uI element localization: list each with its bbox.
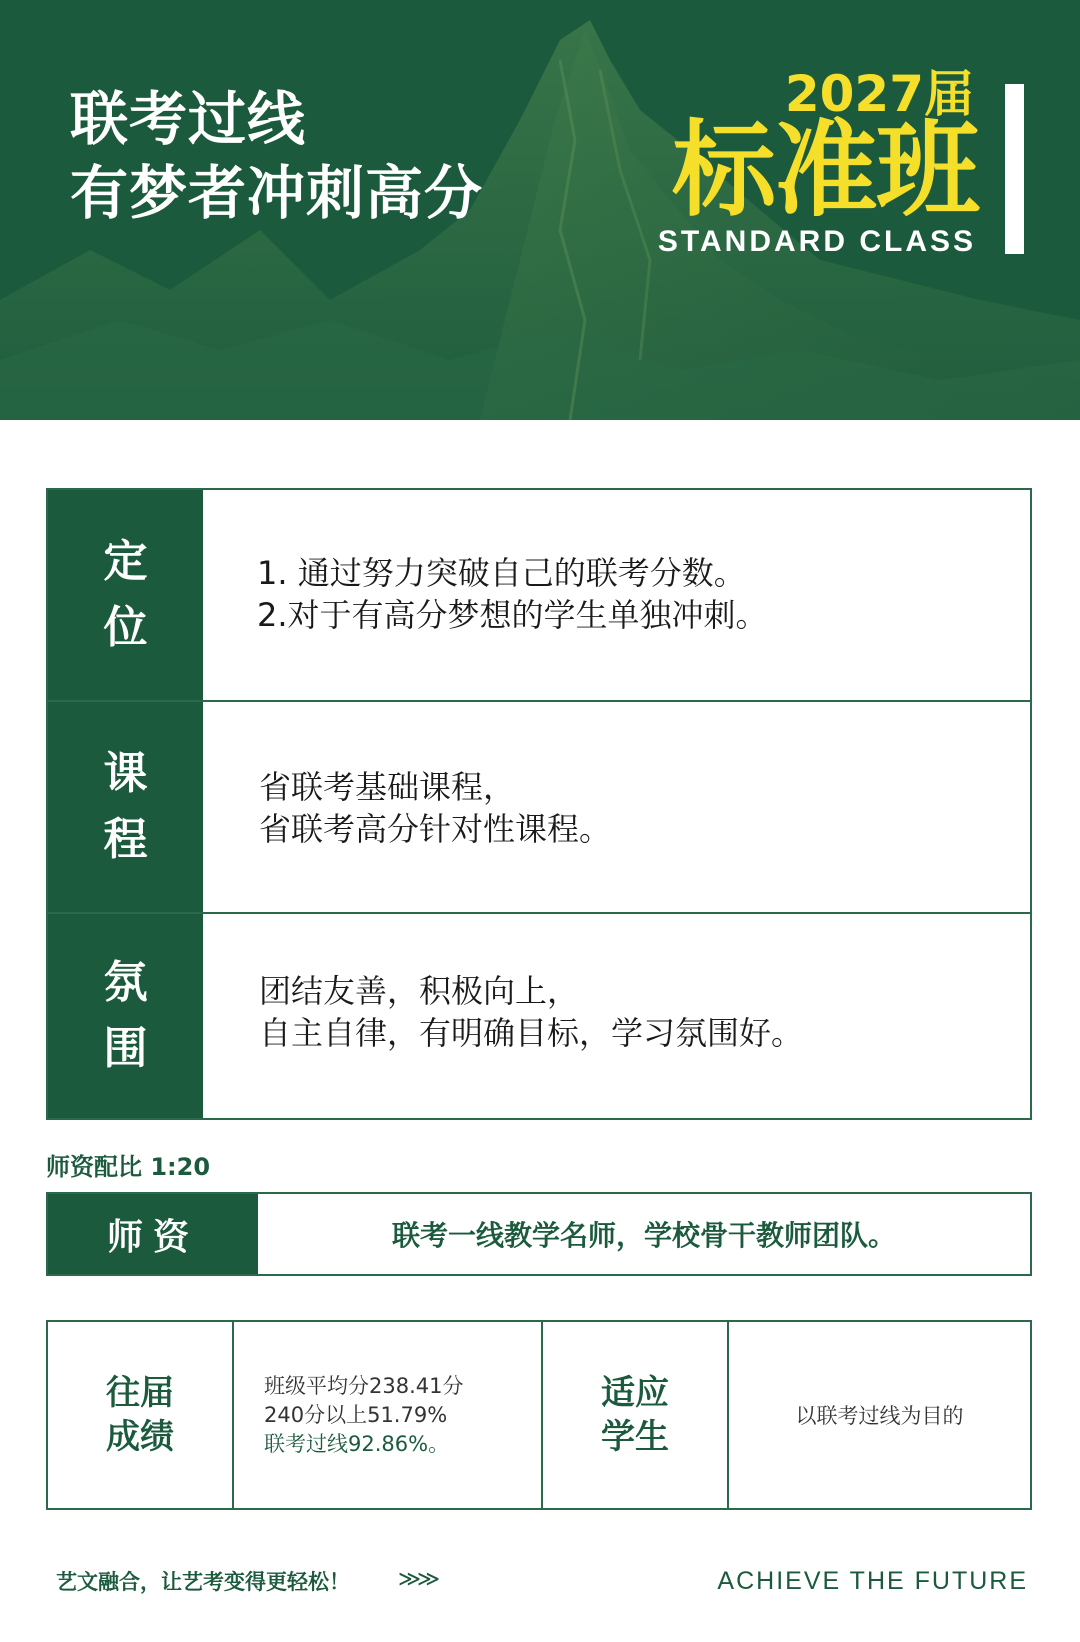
row-label-char: 定 (103, 536, 148, 587)
past-results-label (48, 1322, 234, 1508)
past-results-label-line: 成绩 (106, 1417, 174, 1457)
double-chevron-right-icon: ≫≫ (398, 1567, 437, 1592)
target-students-label (543, 1322, 729, 1508)
stat-above-240: 240分以上51.79% (264, 1402, 448, 1427)
target-students-text: 以联考过线为目的 (795, 1404, 964, 1428)
row-text-line: 自主自律，有明确目标，学习氛围好。 (259, 1014, 804, 1052)
row-body-positioning (203, 490, 1030, 700)
hero-title-line2: 有梦者冲刺高分 (70, 159, 484, 227)
hero-banner (0, 0, 1080, 420)
past-results-stats (234, 1322, 543, 1508)
footer-slogan: 艺文融合，让艺考变得更轻松！ (56, 1570, 350, 1594)
info-row-positioning (48, 490, 1030, 700)
teachers-row (46, 1192, 1032, 1276)
class-name: 标准班 (671, 109, 978, 231)
footer-tagline: ACHIEVE THE FUTURE (717, 1567, 1028, 1595)
row-body-atmosphere (203, 914, 1030, 1118)
row-label-atmosphere (48, 914, 203, 1118)
row-text-line: 省联考高分针对性课程。 (259, 810, 612, 848)
teacher-ratio: 师资配比 1:20 (46, 1153, 211, 1181)
row-text-line: 2.对于有高分梦想的学生单独冲刺。 (257, 596, 768, 634)
class-name-en: STANDARD CLASS (657, 225, 976, 258)
row-label-char: 程 (103, 814, 148, 865)
course-info-table (46, 488, 1032, 1120)
row-label-char: 课 (103, 748, 148, 799)
hero-title-line1: 联考过线 (70, 85, 307, 153)
results-table (46, 1320, 1032, 1510)
hero-title (70, 82, 483, 230)
target-students-label-line: 学生 (601, 1417, 669, 1457)
stat-average-score: 班级平均分238.41分 (264, 1373, 464, 1398)
info-row-atmosphere (48, 912, 1030, 1118)
row-label-char: 围 (103, 1023, 148, 1074)
row-label-courses (48, 702, 203, 912)
row-text-line: 省联考基础课程， (259, 768, 516, 806)
year-label: 2027届 (784, 65, 974, 123)
stat-pass-rate: 联考过线92.86%。 (264, 1431, 450, 1456)
row-label-positioning (48, 490, 203, 700)
row-label-char: 位 (103, 602, 148, 653)
teachers-text: 联考一线教学名师，学校骨干教师团队。 (391, 1219, 896, 1252)
accent-bar (1005, 84, 1024, 254)
info-row-courses (48, 700, 1030, 912)
teachers-label: 师资 (48, 1194, 258, 1274)
row-label-char: 氛 (103, 957, 148, 1008)
row-text-line: 1. 通过努力突破自己的联考分数。 (257, 554, 746, 592)
row-body-courses (203, 702, 1030, 912)
row-text-line: 团结友善，积极向上， (259, 972, 580, 1010)
target-students-label-line: 适应 (601, 1373, 669, 1413)
past-results-label-line: 往届 (106, 1373, 174, 1413)
